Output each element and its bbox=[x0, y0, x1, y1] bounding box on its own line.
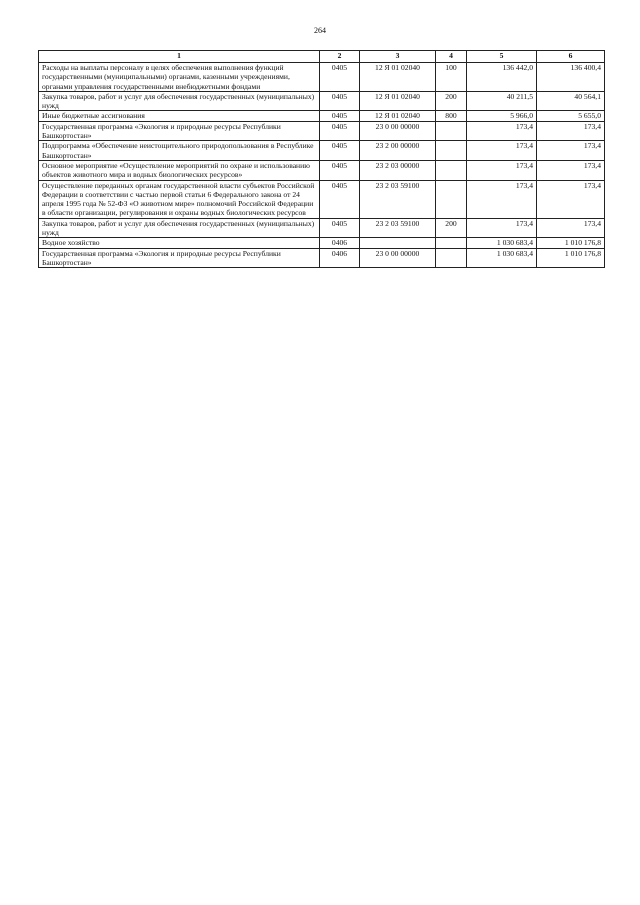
row-item: 23 2 03 59100 bbox=[360, 180, 436, 218]
row-item: 12 Я 01 02040 bbox=[360, 91, 436, 111]
table-row bbox=[39, 63, 605, 92]
row-type bbox=[436, 121, 467, 141]
row-section: 0405 bbox=[320, 121, 360, 141]
row-value-5: 173,4 bbox=[467, 218, 537, 238]
row-name: Закупка товаров, работ и услуг для обеспечения государственных (муниципальных) нужд bbox=[39, 218, 320, 238]
row-value-6: 173,4 bbox=[537, 141, 605, 161]
row-value-5: 173,4 bbox=[467, 121, 537, 141]
row-name: Расходы на выплаты персоналу в целях обеспечения выполнения функций государственными (муниципальными) органами, казенными учреждениями, органами управления государственными внебюджетными фондами bbox=[39, 63, 320, 92]
row-type: 100 bbox=[436, 63, 467, 92]
row-value-6: 40 564,1 bbox=[537, 91, 605, 111]
row-type: 200 bbox=[436, 218, 467, 238]
row-item: 12 Я 01 02040 bbox=[360, 111, 436, 121]
row-item: 23 0 00 00000 bbox=[360, 248, 436, 268]
row-value-5: 173,4 bbox=[467, 180, 537, 218]
row-value-5: 136 442,0 bbox=[467, 63, 537, 92]
row-section: 0405 bbox=[320, 111, 360, 121]
row-value-6: 1 010 176,8 bbox=[537, 238, 605, 248]
table-row bbox=[39, 91, 605, 111]
row-item: 23 0 00 00000 bbox=[360, 121, 436, 141]
row-value-6: 173,4 bbox=[537, 180, 605, 218]
row-name: Водное хозяйство bbox=[39, 238, 320, 248]
table-header-row bbox=[39, 51, 605, 63]
row-name: Закупка товаров, работ и услуг для обеспечения государственных (муниципальных) нужд bbox=[39, 91, 320, 111]
row-type bbox=[436, 160, 467, 180]
row-section: 0405 bbox=[320, 180, 360, 218]
row-item: 23 2 03 00000 bbox=[360, 160, 436, 180]
column-header-3: 3 bbox=[360, 51, 436, 63]
row-type bbox=[436, 248, 467, 268]
row-section: 0405 bbox=[320, 63, 360, 92]
row-value-6: 173,4 bbox=[537, 160, 605, 180]
row-value-5: 1 030 683,4 bbox=[467, 248, 537, 268]
row-value-5: 40 211,5 bbox=[467, 91, 537, 111]
row-item bbox=[360, 238, 436, 248]
row-name: Осуществление переданных органам государственной власти субъектов Российской Федерации в соответствии с частью первой статьи 6 Федерального закона от 24 апреля 1995 года № 52-ФЗ «О животном мире» полномочий Российской Федерации в области организации, регулирования и охраны водных биологических ресурсов bbox=[39, 180, 320, 218]
row-value-5: 5 966,0 bbox=[467, 111, 537, 121]
table-row bbox=[39, 218, 605, 238]
row-section: 0405 bbox=[320, 160, 360, 180]
row-value-5: 173,4 bbox=[467, 141, 537, 161]
row-value-5: 1 030 683,4 bbox=[467, 238, 537, 248]
table-row bbox=[39, 180, 605, 218]
row-type: 200 bbox=[436, 91, 467, 111]
column-header-5: 5 bbox=[467, 51, 537, 63]
row-value-5: 173,4 bbox=[467, 160, 537, 180]
row-section: 0405 bbox=[320, 91, 360, 111]
row-item: 12 Я 01 02040 bbox=[360, 63, 436, 92]
table-row bbox=[39, 238, 605, 248]
table-row bbox=[39, 248, 605, 268]
row-item: 23 2 00 00000 bbox=[360, 141, 436, 161]
row-section: 0405 bbox=[320, 218, 360, 238]
row-value-6: 5 655,0 bbox=[537, 111, 605, 121]
row-value-6: 1 010 176,8 bbox=[537, 248, 605, 268]
row-section: 0405 bbox=[320, 141, 360, 161]
page-number: 264 bbox=[314, 26, 326, 35]
row-name: Подпрограмма «Обеспечение неистощительного природопользования в Республике Башкортостан» bbox=[39, 141, 320, 161]
row-section: 0406 bbox=[320, 248, 360, 268]
column-header-1: 1 bbox=[39, 51, 320, 63]
row-type bbox=[436, 180, 467, 218]
row-value-6: 136 400,4 bbox=[537, 63, 605, 92]
row-value-6: 173,4 bbox=[537, 218, 605, 238]
table-row bbox=[39, 160, 605, 180]
row-section: 0406 bbox=[320, 238, 360, 248]
row-name: Государственная программа «Экология и природные ресурсы Республики Башкортостан» bbox=[39, 248, 320, 268]
row-name: Иные бюджетные ассигнования bbox=[39, 111, 320, 121]
table-row bbox=[39, 121, 605, 141]
column-header-4: 4 bbox=[436, 51, 467, 63]
row-type: 800 bbox=[436, 111, 467, 121]
column-header-2: 2 bbox=[320, 51, 360, 63]
row-item: 23 2 03 59100 bbox=[360, 218, 436, 238]
table-row bbox=[39, 141, 605, 161]
budget-table bbox=[38, 50, 605, 268]
row-name: Государственная программа «Экология и природные ресурсы Республики Башкортостан» bbox=[39, 121, 320, 141]
row-type bbox=[436, 141, 467, 161]
table-row bbox=[39, 111, 605, 121]
row-type bbox=[436, 238, 467, 248]
row-name: Основное мероприятие «Осуществление мероприятий по охране и использованию объектов животного мира и водных биологических ресурсов» bbox=[39, 160, 320, 180]
column-header-6: 6 bbox=[537, 51, 605, 63]
row-value-6: 173,4 bbox=[537, 121, 605, 141]
